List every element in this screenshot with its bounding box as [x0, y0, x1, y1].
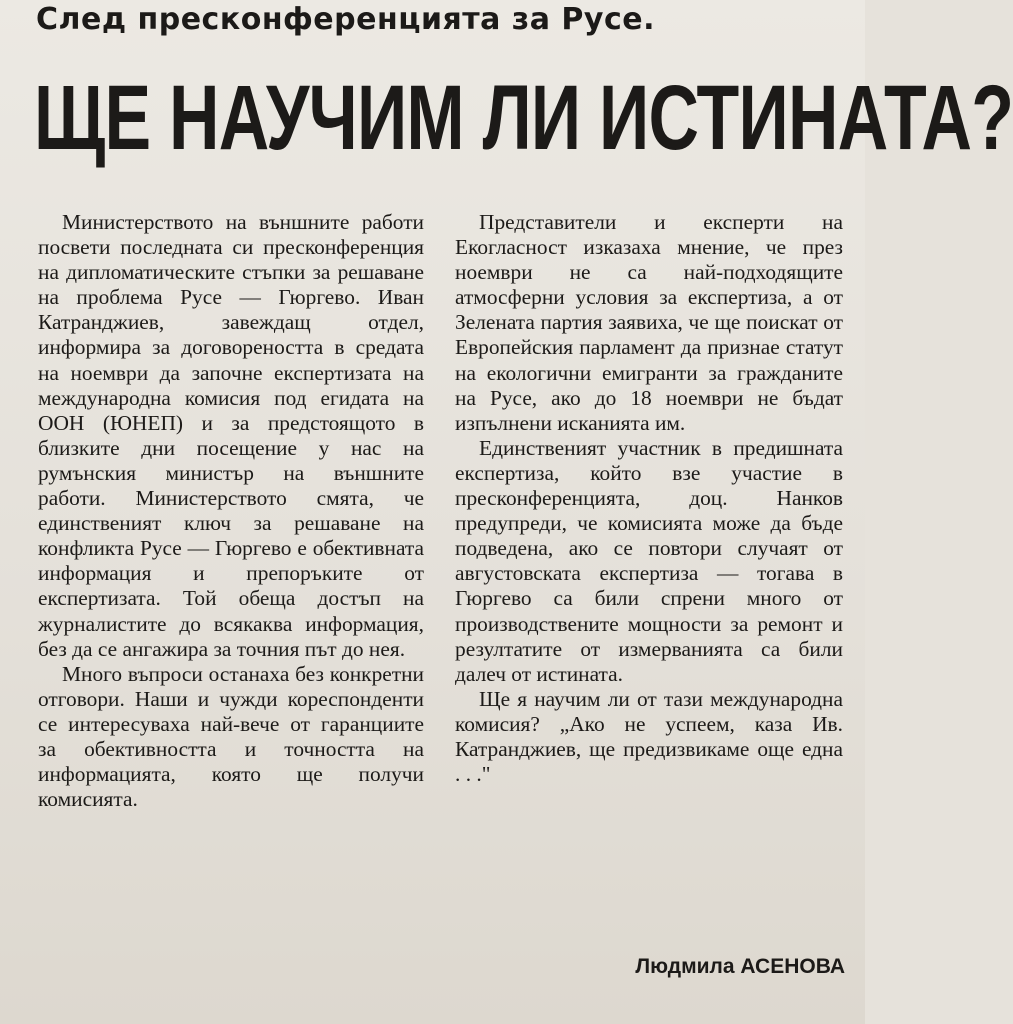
paragraph: Единственият участник в предишната експертиза, който взе участие в пресконференцията, доц. Нанков предупреди, че комисията може да бъде подведена, ако се повтори случаят от августовската експертиза — тогава в Гюргево са били спрени много от производствените мощности за ремонт и резултатите от измерванията са били далеч от истината. — [455, 435, 843, 686]
article-column-left — [38, 210, 424, 812]
article-kicker: След пресконференцията за Русе. — [36, 2, 655, 37]
article-column-right — [455, 210, 843, 787]
paragraph: Министерството на външните работи посвети последната си пресконференция на дипломатическите стъпки за решаване на проблема Русе — Гюргево. Иван Катранджиев, завеждащ отдел, информира за договореността в средата на ноември да започне експертизата на международна комисия под егидата на ООН (ЮНЕП) и за предстоящото в близките дни посещение у нас на румънския министър на външните работи. Министерството смята, че единственият ключ за решаване на конфликта Русе — Гюргево е обективната информация и препоръките от експертизата. Той обеща достъп на журналистите до всякаква информация, без да се ангажира за точния път до нея. — [38, 210, 424, 661]
paragraph: Ще я научим ли от тази международна комисия? „Ако не успеем, каза Ив. Катранджиев, ще предизвикаме още една . . ." — [455, 686, 843, 787]
author-signature: Людмила АСЕНОВА — [635, 955, 845, 978]
paragraph: Много въпроси останаха без конкретни отговори. Наши и чужди кореспонденти се интересуваха най-вече от гаранциите за обективността и точността на информацията, която ще получи комисията. — [38, 661, 424, 812]
paragraph: Представители и експерти на Екогласност изказаха мнение, че през ноември не са най-подходящите атмосферни условия за експертиза, а от Зелената партия заявиха, че ще поискат от Европейския парламент да признае статут на екологични емигранти за гражданите на Русе, ако до 18 ноември не бъдат изпълнени исканията им. — [455, 210, 843, 435]
article-headline: ЩЕ НАУЧИМ ЛИ ИСТИНАТА? — [34, 67, 1013, 169]
